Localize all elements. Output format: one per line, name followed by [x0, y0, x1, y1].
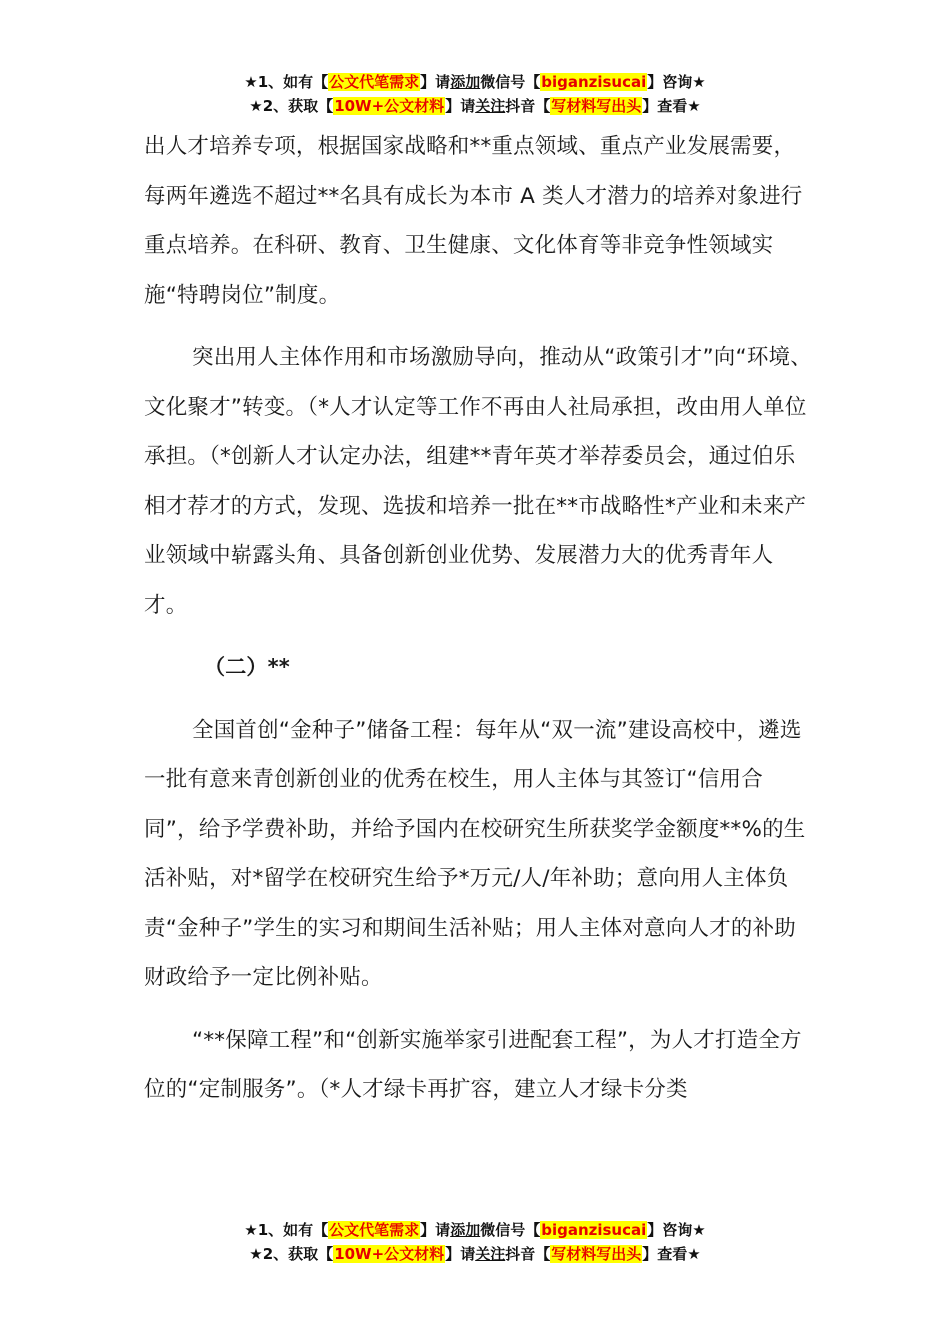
paragraph-1: 出人才培养专项，根据国家战略和**重点领域、重点产业发展需要，每两年遴选不超过**名具有成长为本市 A 类人才潜力的培养对象进行重点培养。在科研、教育、卫生健康、文化体育等非竞争性领域实施“特聘岗位”制度。 [144, 134, 803, 308]
banner-emphasis: 关注 [475, 1245, 506, 1263]
banner-emphasis: 关注 [475, 97, 506, 115]
document-body [144, 122, 816, 1128]
section-heading: （二）** [204, 655, 290, 679]
banner-emphasis: 添加 [450, 1221, 481, 1239]
banner-highlight: biganzisucai [541, 73, 647, 91]
banner-highlight: 10W+公文材料 [334, 1245, 445, 1263]
footer-banner [0, 1218, 950, 1266]
banner-line-1 [0, 1218, 950, 1242]
banner-text: ★1、如有【 [244, 73, 329, 91]
banner-highlight: 写材料写出头 [551, 1245, 642, 1263]
banner-text: ★2、获取【 [249, 1245, 334, 1263]
banner-highlight: biganzisucai [541, 1221, 647, 1239]
banner-text: 抖音【 [505, 97, 551, 115]
banner-text: 】请 [420, 1221, 451, 1239]
paragraph-3: 全国首创“金种子”储备工程：每年从“双一流”建设高校中，遴选一批有意来青创新创业的优秀在校生，用人主体与其签订“信用合同”，给予学费补助，并给予国内在校研究生所获奖学金额度**%的生活补贴，对*留学在校研究生给予*万元/人/年补助；意向用人主体负责“金种子”学生的实习和期间生活补贴；用人主体对意向人才的补助财政给予一定比例补贴。 [144, 717, 806, 990]
banner-line-2 [0, 1242, 950, 1266]
banner-line-1 [0, 70, 950, 94]
banner-text: 微信号【 [480, 73, 541, 91]
banner-text: 】查看★ [642, 97, 701, 115]
paragraph-2: 突出用人主体作用和市场激励导向，推动从“政策引才”向“环境、文化聚才”转变。（*人才认定等工作不再由人社局承担，改由用人单位承担。（*创新人才认定办法，组建**青年英才举荐委员会，通过伯乐相才荐才的方式，发现、选拔和培养一批在**市战略性*产业和未来产业领域中崭露头角、具备创新创业优势、发展潜力大的优秀青年人才。 [144, 345, 812, 618]
banner-text: 微信号【 [480, 1221, 541, 1239]
banner-emphasis: 添加 [450, 73, 481, 91]
paragraph-4: “**保障工程”和“创新实施举家引进配套工程”，为人才打造全方位的“定制服务”。（*人才绿卡再扩容，建立人才绿卡分类 [144, 1027, 802, 1102]
header-banner [0, 70, 950, 118]
banner-highlight: 写材料写出头 [551, 97, 642, 115]
banner-text: 抖音【 [505, 1245, 551, 1263]
banner-text: 】请 [445, 1245, 476, 1263]
banner-text: 】查看★ [642, 1245, 701, 1263]
banner-highlight: 公文代笔需求 [329, 1221, 420, 1239]
banner-line-2 [0, 94, 950, 118]
banner-text: 】咨询★ [647, 1221, 706, 1239]
banner-highlight: 公文代笔需求 [329, 73, 420, 91]
banner-highlight: 10W+公文材料 [334, 97, 445, 115]
banner-text: 】请 [420, 73, 451, 91]
banner-text: ★2、获取【 [249, 97, 334, 115]
banner-text: 】请 [445, 97, 476, 115]
banner-text: ★1、如有【 [244, 1221, 329, 1239]
banner-text: 】咨询★ [647, 73, 706, 91]
